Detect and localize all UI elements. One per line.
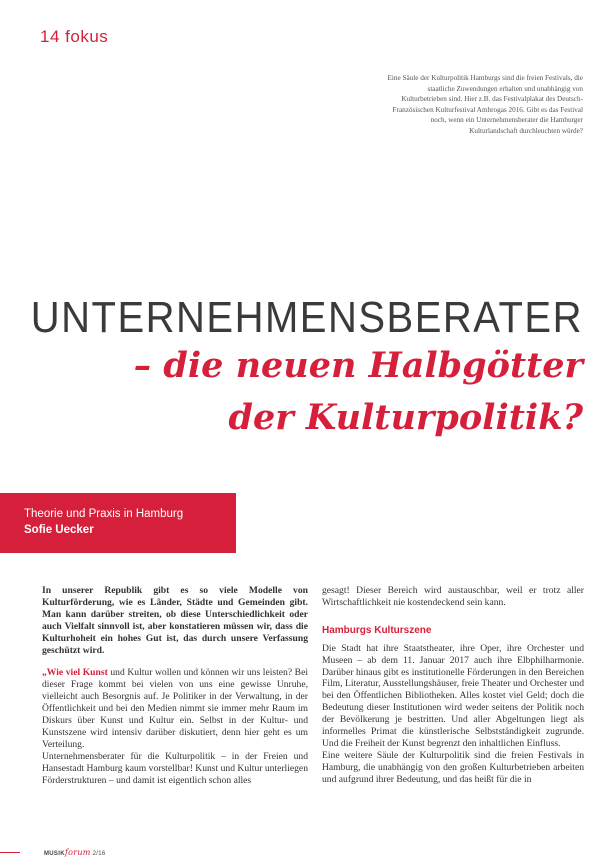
byline-banner xyxy=(0,493,236,553)
article-title-line-1: UNTERNEHMENSBERATER xyxy=(30,294,583,342)
page-header xyxy=(40,27,108,47)
body-paragraph: Die Stadt hat ihre Staatstheater, ihre Oper, ihre Orchester und Museen – ab dem 11. Januar 2017 auch ihre Elbphilharmonie. Darüber hinaus gibt es institutionelle Förderungen in den Bereichen Film, Literatur, Ausstellungshäuser, freie Theater und Orchester und bei den Öffentlichen Bibliotheken. Alles kostet viel Geld; doch die Bedeutung dieser Institutionen wird weder seitens der Politik noch der Bevölkerung je bestritten. Und aller Abgeltungen liegt als informelles Primat die künstlerische Selbstständigkeit zugrunde. Und die Freiheit der Kunst begrenzt den inhaltlichen Einfluss. xyxy=(322,642,584,749)
article-subtitle: Theorie und Praxis in Hamburg xyxy=(24,508,184,520)
footer-rule xyxy=(0,852,20,853)
section-subhead: Hamburgs Kulturszene xyxy=(322,624,432,636)
article-title-line-2: – die neuen Halbgötter xyxy=(133,345,583,386)
image-caption: Eine Säule der Kulturpolitik Hamburgs sind die freien Festivals, die staatliche Zuwendungen erhalten und unabhängig von Kulturbetrieben sind. Hier z.B. das Festivalplakat des Deutsch-Französischen Kulturfestival Ambrogas 2016. Gibt es das Festival noch, wenn ein Unternehmensberater die Hamburger Kulturlandschaft durchleuchten würde? xyxy=(387,74,583,135)
paragraph-text: und Kultur wollen und können wir uns leisten? Bei dieser Frage kommt bei vielen von uns eine gewisse Unruhe, vielleicht auch Besorgnis auf. Je Politiker in der Verwaltung, in der Öffentlichkeit und bei den Medien nimmt sie immer mehr Raum im Diskurs über Kunst und Kultur ein. Selbst in der Kultur- und Kunstszene wird intensiv darüber diskutiert, denn hier geht es um Verteilung. xyxy=(42,667,309,750)
magazine-logo: MUSIKforum xyxy=(44,848,91,857)
page-footer xyxy=(44,848,106,857)
paragraph-opener: „Wie viel Kunst xyxy=(42,667,108,679)
section-name: fokus xyxy=(65,27,109,46)
page-number: 14 xyxy=(40,27,60,46)
body-column-right xyxy=(322,585,584,786)
body-paragraph: Unternehmensberater für die Kulturpolitik – in der Freien und Hansestadt Hamburg kaum vorstellbar! Kunst und Kultur unterliegen Förderstrukturen – und damit ist eigentlich schon alles xyxy=(42,750,308,786)
body-column-left xyxy=(42,585,308,787)
article-author: Sofie Uecker xyxy=(24,524,94,536)
article-title-line-3: der Kulturpolitik? xyxy=(228,397,583,438)
body-paragraph: gesagt! Dieser Bereich wird austauschbar, weil er trotz aller Wirtschaftlichkeit nie kostendeckend sein kann. xyxy=(322,585,584,608)
issue-number: 2/16 xyxy=(92,851,106,857)
article-lead: In unserer Republik gibt es so viele Modelle von Kulturförderung, wie es Länder, Städte und Gemeinden gibt. Man kann darüber streiten, ob diese Unterschiedlichkeit oder auch Vielfalt sinnvoll ist, aber konstatieren müssen wir, dass die Kulturhoheit ein hohes Gut ist, das durch unsere Verfassung geschützt wird. xyxy=(42,585,308,656)
body-paragraph xyxy=(42,667,308,750)
body-paragraph: Eine weitere Säule der Kulturpolitik sind die freien Festivals in Hamburg, die unabhängig von den großen Kulturbetrieben arbeiten und aufgrund ihrer Bedeutung, und das heißt für die in xyxy=(322,749,584,785)
